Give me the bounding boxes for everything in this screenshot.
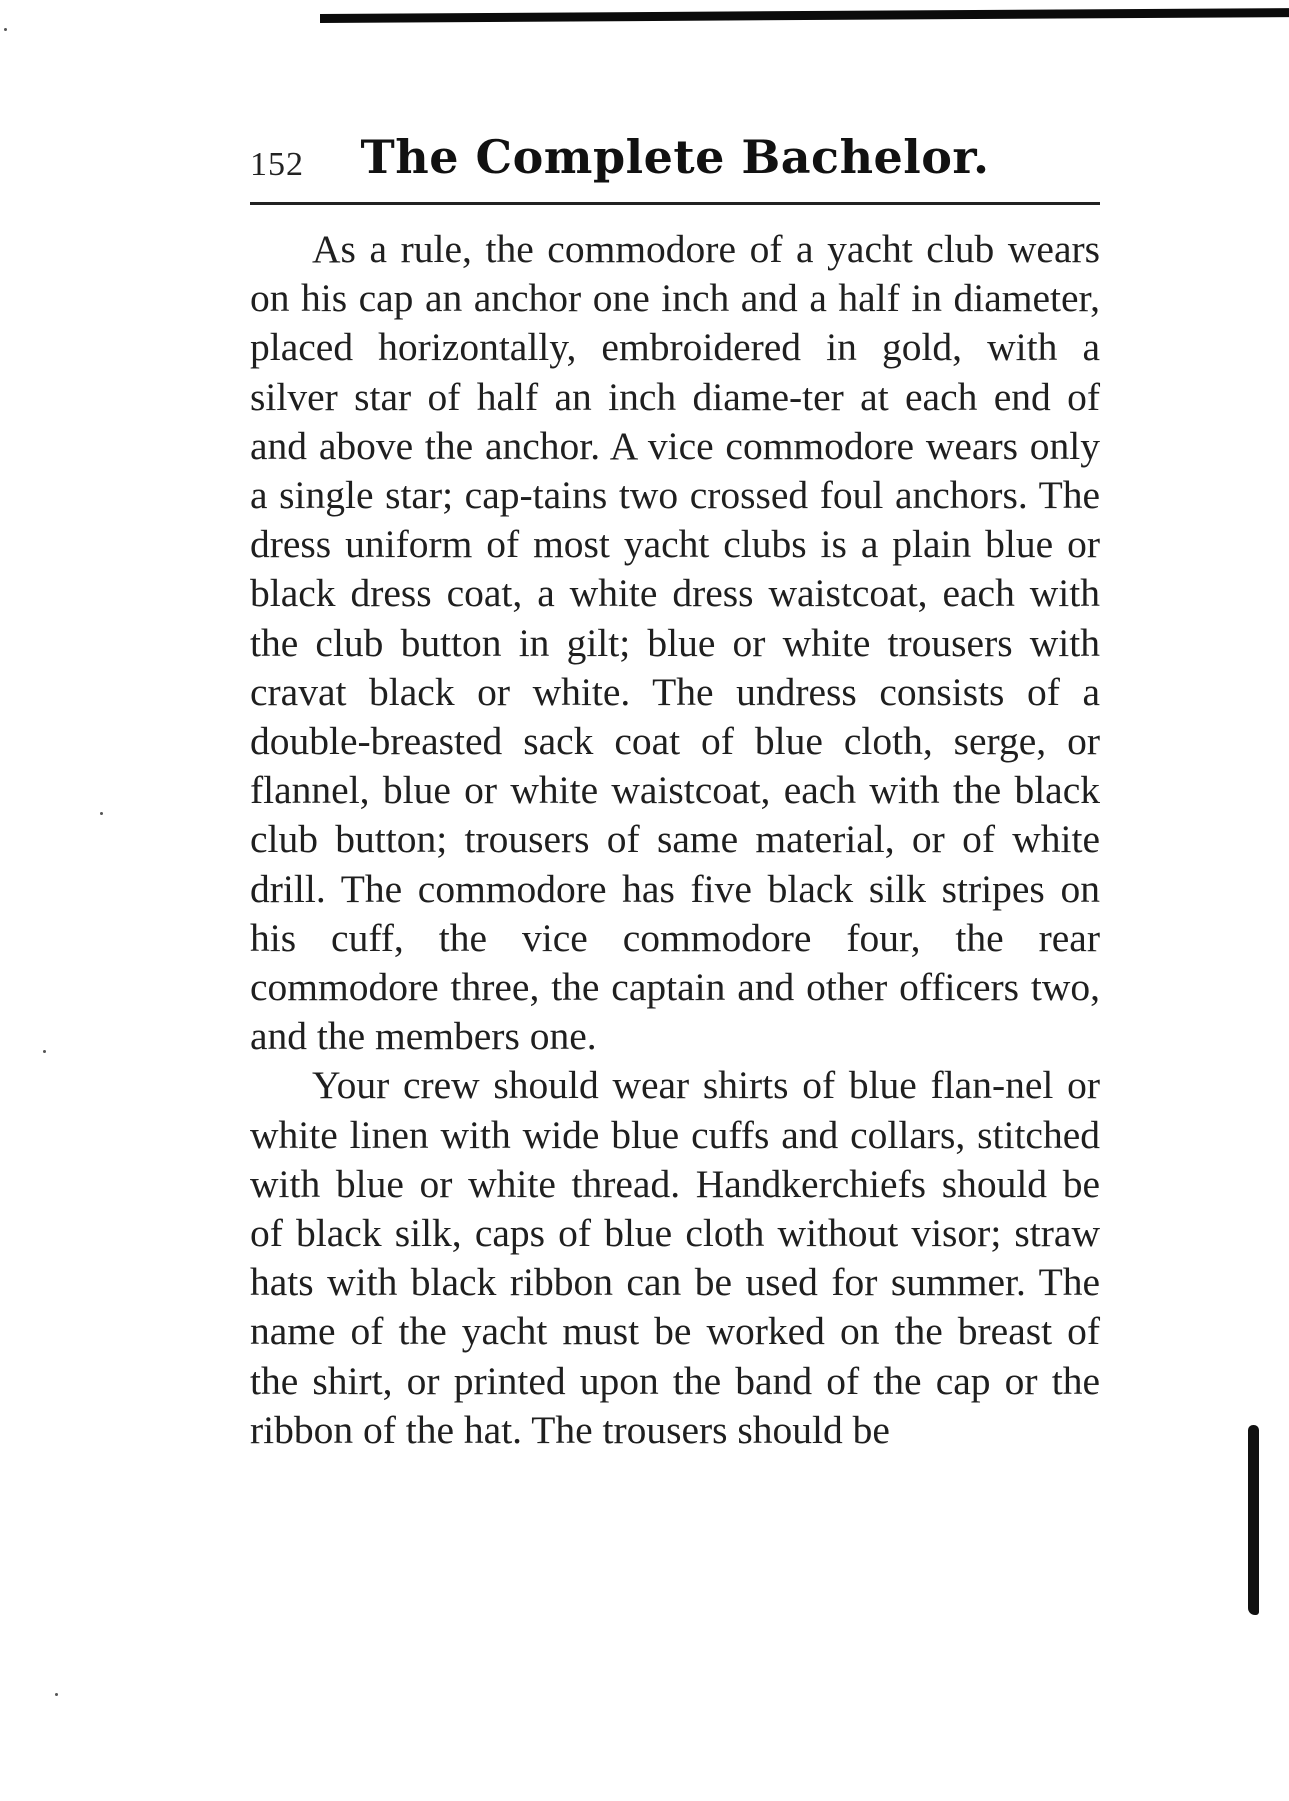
- running-head: [250, 130, 1100, 194]
- top-edge-rule: [320, 8, 1289, 23]
- page-number: 152: [250, 146, 304, 183]
- paragraph-crew-dress: Your crew should wear shirts of blue flan-nel or white linen with wide blue cuffs and collars, stitched with blue or white thread. Handkerchiefs should be of black silk, caps of blue cloth without visor; straw hats with black ribbon can be used for summer. The name of the yacht must be worked on the breast of the shirt, or printed upon the band of the cap or the ribbon of the hat. The trousers should be: [250, 1063, 1100, 1452]
- scan-speck: [43, 1050, 46, 1053]
- header-rule: [250, 202, 1100, 205]
- scan-speck: [100, 812, 103, 815]
- running-title: The Complete Bachelor.: [360, 130, 990, 184]
- paragraph-yacht-club-insignia: As a rule, the commodore of a yacht club wears on his cap an anchor one inch and a half in diameter, placed horizontally, embroidered in gold, with a silver star of half an inch diame-ter at each end of and above the anchor. A vice commodore wears only a single star; cap-tains two crossed foul anchors. The dress uniform of most yacht clubs is a plain blue or black dress coat, a white dress waistcoat, each with the club button in gilt; blue or white trousers with cravat black or white. The undress consists of a double-breasted sack coat of blue cloth, serge, or flannel, blue or white waistcoat, each with the black club button; trousers of same material, or of white drill. The commodore has five black silk stripes on his cuff, the vice commodore four, the rear commodore three, the captain and other officers two, and the members one.: [250, 227, 1100, 1059]
- page-edge-shadow: [1248, 1425, 1259, 1615]
- book-page: [250, 130, 1100, 1455]
- scan-speck: [55, 1693, 58, 1696]
- scan-speck: [4, 28, 7, 31]
